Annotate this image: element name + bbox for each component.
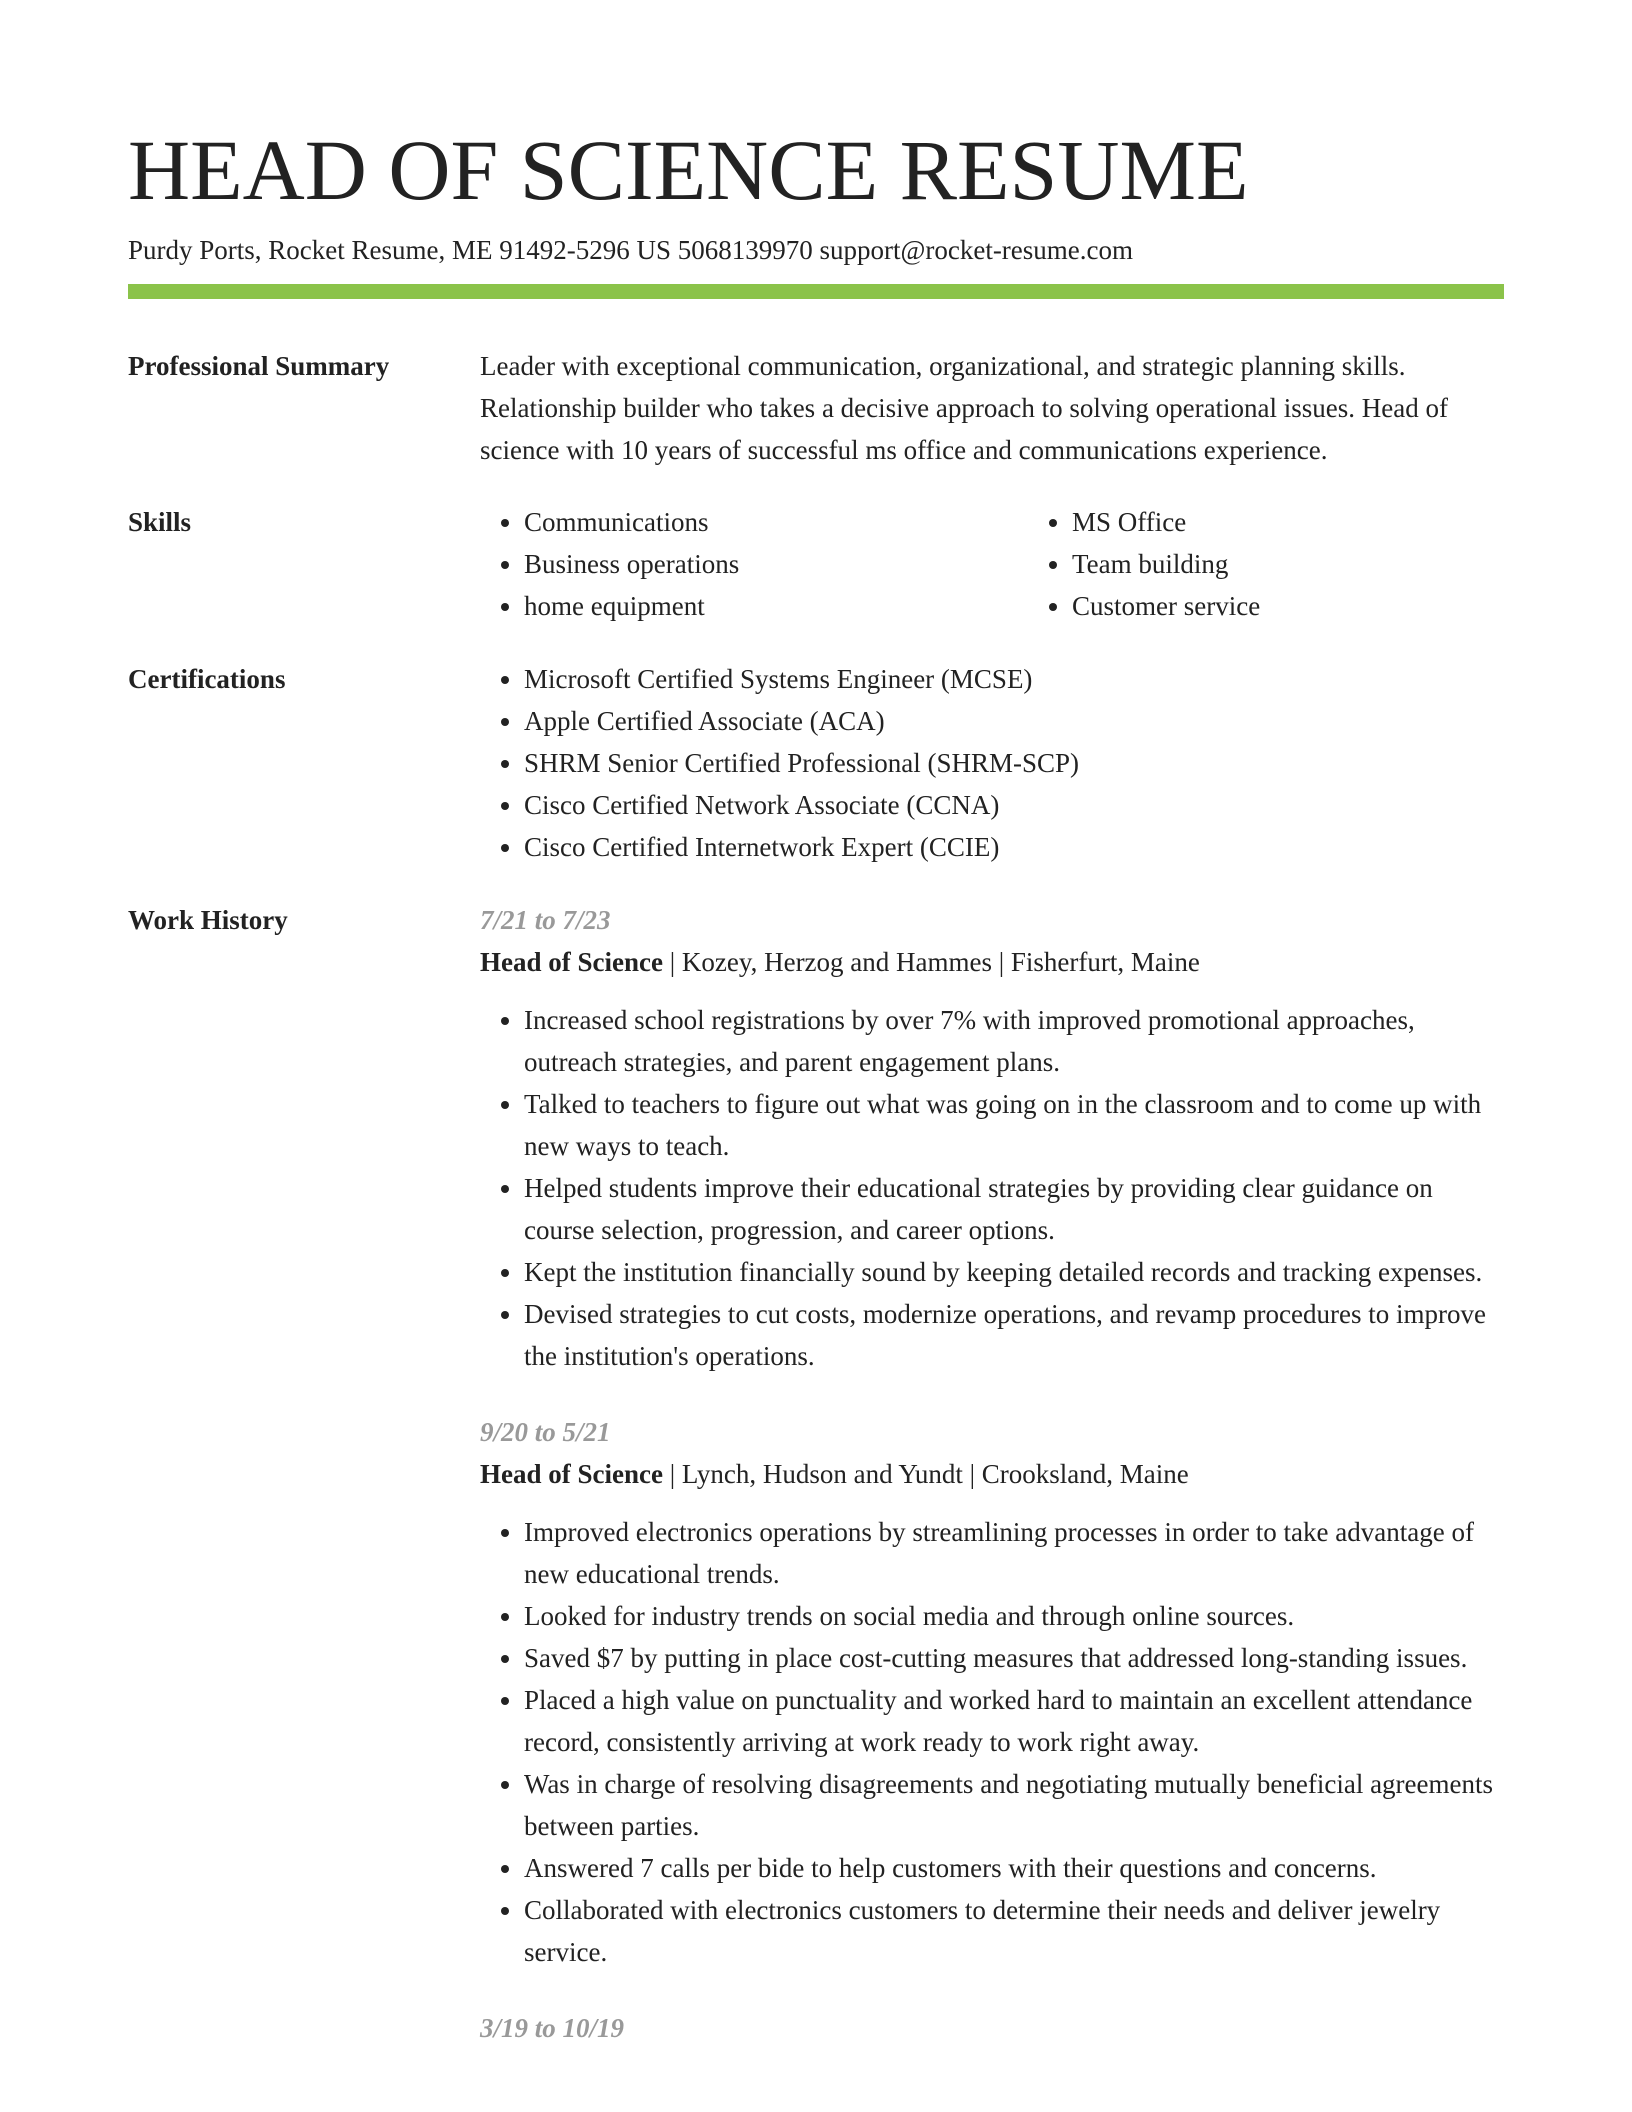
job-entry (480, 2007, 1504, 2049)
job-title-line (480, 941, 1504, 983)
skill-item: • Business operations (524, 543, 1028, 585)
job-bullet: • Helped students improve their educational strategies by providing clear guidance on course selection, progression, and career options. (524, 1167, 1504, 1251)
job-bullet: • Increased school registrations by over 7% with improved promotional approaches, outreach strategies, and parent engagement plans. (524, 999, 1504, 1083)
job-bullet: • Collaborated with electronics customers to determine their needs and deliver jewelry service. (524, 1889, 1504, 1973)
page-title: HEAD OF SCIENCE RESUME (128, 122, 1249, 218)
job-entry (480, 1411, 1504, 1973)
skill-item: • home equipment (524, 585, 1028, 627)
job-entry (480, 899, 1504, 1377)
skills-column-1 (480, 501, 1028, 627)
job-bullet: • Kept the institution financially sound by keeping detailed records and tracking expenses. (524, 1251, 1504, 1293)
job-dates: 9/20 to 5/21 (480, 1417, 611, 1447)
certification-item: • Cisco Certified Network Associate (CCNA) (524, 784, 1504, 826)
certification-item: • Cisco Certified Internetwork Expert (CCIE) (524, 826, 1504, 868)
job-bullet: • Placed a high value on punctuality and worked hard to maintain an excellent attendance record, consistently arriving at work ready to work right away. (524, 1679, 1504, 1763)
skills-column-2 (1028, 501, 1576, 627)
work-history-section (128, 899, 1504, 2049)
job-bullets (480, 1511, 1504, 1973)
certifications-list (480, 658, 1504, 868)
job-dates: 3/19 to 10/19 (480, 2013, 625, 2043)
skill-item: • Communications (524, 501, 1028, 543)
certifications-section (128, 658, 1504, 868)
job-bullets (480, 999, 1504, 1377)
skills-section (128, 501, 1504, 627)
summary-text: Leader with exceptional communication, organizational, and strategic planning skills. Relationship builder who takes a decisive approach to solving operational issues. Head of science with 10 years of successful ms office and communications experience. (480, 351, 1449, 465)
job-details: | Lynch, Hudson and Yundt | Crooksland, Maine (662, 1459, 1189, 1489)
skills-label: Skills (128, 507, 192, 537)
job-bullet: • Devised strategies to cut costs, modernize operations, and revamp procedures to improve the institution's operations. (524, 1293, 1504, 1377)
skill-item: • Team building (1072, 543, 1576, 585)
job-bullet: • Saved $7 by putting in place cost-cutting measures that addressed long-standing issues. (524, 1637, 1504, 1679)
job-bullet: • Answered 7 calls per bide to help customers with their questions and concerns. (524, 1847, 1504, 1889)
summary-label: Professional Summary (128, 351, 390, 381)
job-bullet: • Improved electronics operations by streamlining processes in order to take advantage of new educational trends. (524, 1511, 1504, 1595)
job-bullet: • Was in charge of resolving disagreements and negotiating mutually beneficial agreements between parties. (524, 1763, 1504, 1847)
job-role: Head of Science (480, 1459, 663, 1489)
header-divider (128, 284, 1504, 299)
job-bullet: • Talked to teachers to figure out what was going on in the classroom and to come up with new ways to teach. (524, 1083, 1504, 1167)
certification-item: • Microsoft Certified Systems Engineer (MCSE) (524, 658, 1504, 700)
skill-item: • Customer service (1072, 585, 1576, 627)
job-role: Head of Science (480, 947, 663, 977)
job-title-line (480, 1453, 1504, 1495)
certifications-label: Certifications (128, 664, 286, 694)
certification-item: • SHRM Senior Certified Professional (SHRM-SCP) (524, 742, 1504, 784)
job-details: | Kozey, Herzog and Hammes | Fisherfurt, Maine (662, 947, 1200, 977)
certification-item: • Apple Certified Associate (ACA) (524, 700, 1504, 742)
resume-page (128, 120, 1504, 2049)
skill-item: • MS Office (1072, 501, 1576, 543)
contact-line: Purdy Ports, Rocket Resume, ME 91492-5296 US 5068139970 support@rocket-resume.com (128, 235, 1134, 265)
job-dates: 7/21 to 7/23 (480, 905, 611, 935)
work-history-label: Work History (128, 905, 288, 935)
job-bullet: • Looked for industry trends on social media and through online sources. (524, 1595, 1504, 1637)
summary-section (128, 345, 1504, 471)
